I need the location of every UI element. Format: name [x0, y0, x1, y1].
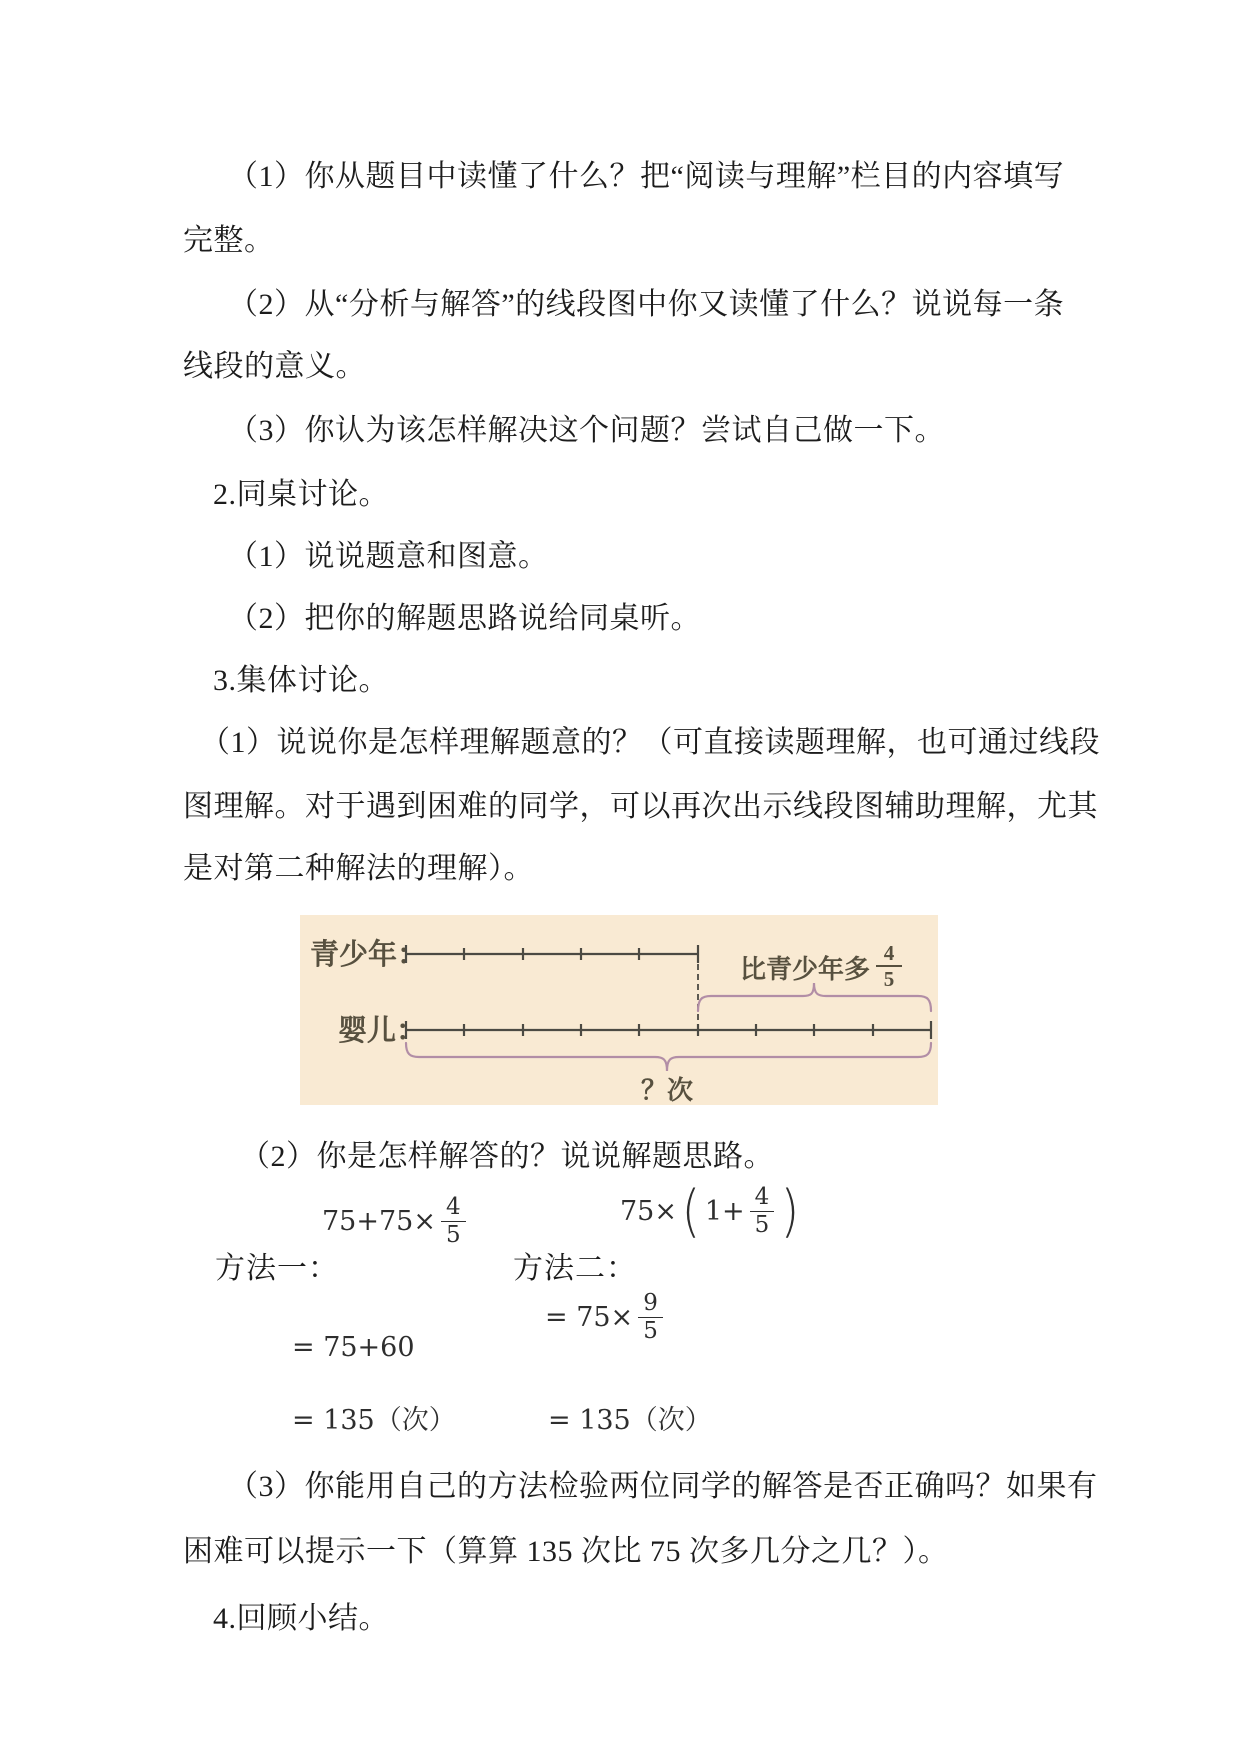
paragraph-line: （1）说说题意和图意。	[228, 540, 549, 573]
paragraph-line: （3）你认为该怎样解决这个问题？尝试自己做一下。	[228, 414, 945, 447]
section-line: 2.同桌讨论。	[213, 478, 389, 511]
paragraph-line: 线段的意义。	[183, 350, 366, 383]
paragraph-line: （2）把你的解题思路说给同桌听。	[228, 602, 701, 635]
section-line: 3.集体讨论。	[213, 664, 389, 697]
fraction-denominator: 5	[754, 1212, 770, 1238]
paragraph-line: （1）说说你是怎样理解题意的？（可直接读题理解，也可通过线段	[200, 726, 1100, 759]
paragraph-line: 图理解。对于遇到困难的同学，可以再次出示线段图辅助理解，尤其	[183, 790, 1098, 823]
more-than-teen-label: 比青少年多	[740, 955, 871, 984]
method1-label: 方法一：	[215, 1252, 339, 1285]
fraction-denominator: 5	[445, 1222, 461, 1248]
method2-expression	[620, 1178, 801, 1244]
infant-row-label: 婴儿：	[338, 1015, 426, 1047]
method1-result	[292, 1398, 456, 1437]
paragraph-line: （3）你能用自己的方法检验两位同学的解答是否正确吗？如果有	[228, 1470, 1098, 1503]
method1-expression	[322, 1196, 468, 1247]
fraction-numerator: 4	[441, 1196, 466, 1222]
segment-diagram	[300, 915, 938, 1105]
close-paren: )	[780, 1178, 800, 1244]
paragraph-line: （2）你是怎样解答的？说说解题思路。	[240, 1140, 774, 1173]
fraction-4-5	[441, 1196, 466, 1247]
more-fraction-numerator: 4	[883, 941, 895, 965]
method1-expression-prefix: 75+75×	[322, 1206, 436, 1237]
method2-expression-prefix: 75×	[620, 1196, 677, 1227]
section-line: 4.回顾小结。	[213, 1602, 389, 1635]
paragraph-line: 困难可以提示一下（算算 135 次比 75 次多几分之几？）。	[183, 1535, 949, 1568]
paragraph-line: （1）你从题目中读懂了什么？把“阅读与理解”栏目的内容填写	[228, 160, 1065, 193]
teen-row-label: 青少年：	[310, 939, 427, 971]
total-times-label: ？次	[640, 1076, 694, 1105]
fraction-9-5	[638, 1292, 663, 1343]
fraction-numerator: 4	[750, 1186, 775, 1212]
method2-step2	[545, 1292, 665, 1343]
fraction-4-5	[750, 1186, 775, 1237]
fraction-denominator: 5	[643, 1318, 658, 1344]
paragraph-line: （2）从“分析与解答”的线段图中你又读懂了什么？说说每一条	[228, 288, 1065, 321]
method1-step2-text: = 75+60	[292, 1332, 415, 1363]
fraction-numerator: 9	[638, 1292, 663, 1318]
paragraph-line: 是对第二种解法的理解）。	[183, 852, 534, 885]
method2-inner-prefix: 1+	[704, 1196, 745, 1227]
method2-result	[548, 1398, 712, 1437]
method2-label: 方法二：	[513, 1252, 637, 1285]
open-paren: (	[681, 1178, 701, 1244]
method2-result-text: = 135（次）	[548, 1405, 712, 1436]
more-fraction-denominator: 5	[883, 967, 895, 991]
method1-result-text: = 135（次）	[292, 1405, 456, 1436]
method2-step2-prefix: = 75×	[545, 1302, 634, 1333]
method1-step2	[292, 1332, 415, 1363]
paragraph-line: 完整。	[183, 224, 275, 257]
